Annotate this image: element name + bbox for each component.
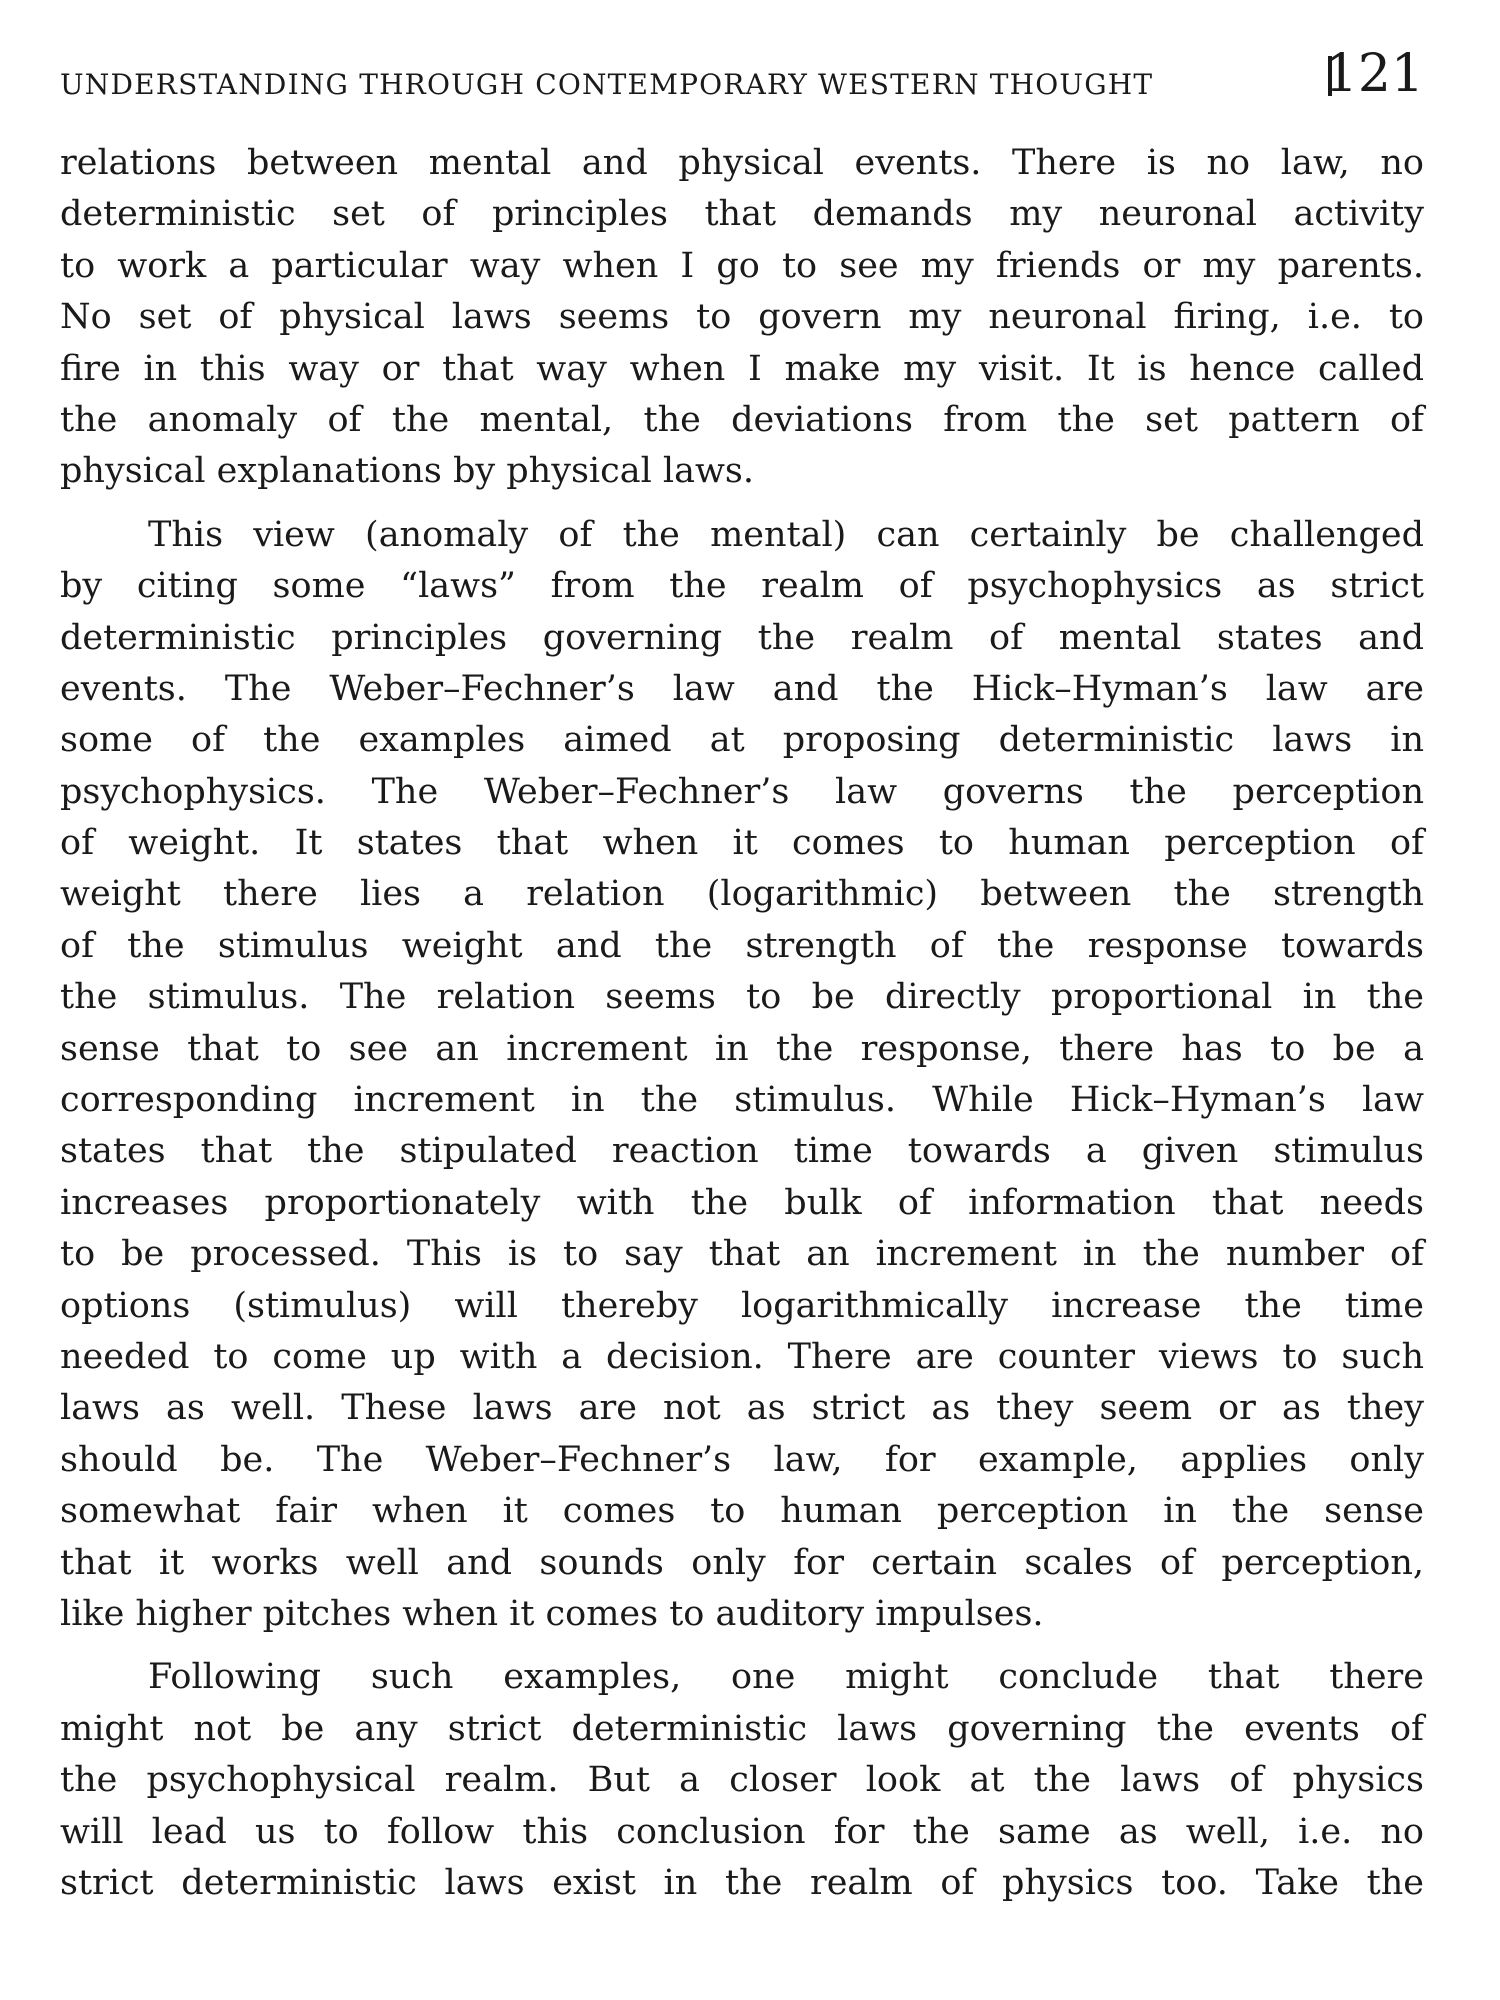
paragraph-2-line: needed to come up with a decision. There are counter views to such [60, 1336, 1424, 1377]
paragraph-2-line: increases proportionately with the bulk of information that needs [60, 1182, 1424, 1223]
paragraph-1-line: No set of physical laws seems to govern my neuronal firing, i.e. to [60, 297, 1424, 338]
paragraph-3-line: Following such examples, one might conclude that there [148, 1657, 1424, 1698]
paragraph-2-line: that it works well and sounds only for certain scales of perception, [60, 1542, 1424, 1583]
paragraph-2-line: deterministic principles governing the realm of mental states and [60, 617, 1424, 658]
paragraph-1-line: the anomaly of the mental, the deviations from the set pattern of [60, 399, 1424, 440]
paragraph-3-line: might not be any strict deterministic laws governing the events of [60, 1708, 1424, 1749]
paragraph-1-line: relations between mental and physical events. There is no law, no [60, 143, 1424, 183]
paragraph-2-line: of the stimulus weight and the strength of the response towards [60, 925, 1424, 966]
running-header-title: UNDERSTANDING THROUGH CONTEMPORARY WESTERN THOUGHT [60, 68, 1154, 101]
paragraph-2-line: should be. The Weber–Fechner’s law, for example, applies only [60, 1439, 1424, 1480]
paragraph-1-line: fire in this way or that way when I make my visit. It is hence called [60, 348, 1424, 389]
paragraph-2-line: to be processed. This is to say that an increment in the number of [60, 1234, 1424, 1275]
paragraph-2-line: of weight. It states that when it comes to human perception of [60, 823, 1424, 864]
paragraph-2-line: by citing some “laws” from the realm of psychophysics as strict [60, 566, 1424, 607]
paragraph-1-line: physical explanations by physical laws. [60, 451, 755, 492]
paragraph-2-line: somewhat fair when it comes to human perception in the sense [60, 1491, 1424, 1532]
paragraph-2-line: some of the examples aimed at proposing deterministic laws in [60, 720, 1424, 761]
paragraph-3-line: will lead us to follow this conclusion for the same as well, i.e. no [60, 1811, 1424, 1852]
paragraph-1-line: deterministic set of principles that demands my neuronal activity [60, 194, 1424, 235]
running-header [60, 44, 1424, 104]
paragraph-2-line: options (stimulus) will thereby logarithmically increase the time [60, 1285, 1424, 1326]
paragraph-2-line: laws as well. These laws are not as strict as they seem or as they [60, 1388, 1424, 1429]
paragraph-2-line: states that the stipulated reaction time towards a given stimulus [60, 1131, 1424, 1172]
paragraph-2-line: psychophysics. The Weber–Fechner’s law governs the perception [60, 771, 1424, 812]
paragraph-2-line: sense that to see an increment in the response, there has to be a [60, 1028, 1424, 1069]
paragraph-gap [60, 498, 1424, 510]
paragraph-2-line: the stimulus. The relation seems to be directly proportional in the [60, 977, 1424, 1018]
paragraph-3-line: strict deterministic laws exist in the realm of physics too. Take the [60, 1862, 1424, 1903]
paragraph-2-line: events. The Weber–Fechner’s law and the Hick–Hyman’s law are [60, 668, 1424, 709]
body-text [60, 138, 1424, 1909]
paragraph-gap [60, 1640, 1424, 1652]
paragraph-3-line: the psychophysical realm. But a closer look at the laws of physics [60, 1760, 1424, 1801]
paragraph-2-line: This view (anomaly of the mental) can certainly be challenged [148, 514, 1424, 555]
paragraph-1-line: to work a particular way when I go to see my friends or my parents. [60, 245, 1424, 286]
paragraph-2-line: weight there lies a relation (logarithmic) between the strength [60, 874, 1424, 915]
paragraph-2-line: like higher pitches when it comes to auditory impulses. [60, 1593, 1044, 1634]
paragraph-2-line: corresponding increment in the stimulus. While Hick–Hyman’s law [60, 1080, 1424, 1121]
page-number: 121 [1324, 44, 1424, 104]
